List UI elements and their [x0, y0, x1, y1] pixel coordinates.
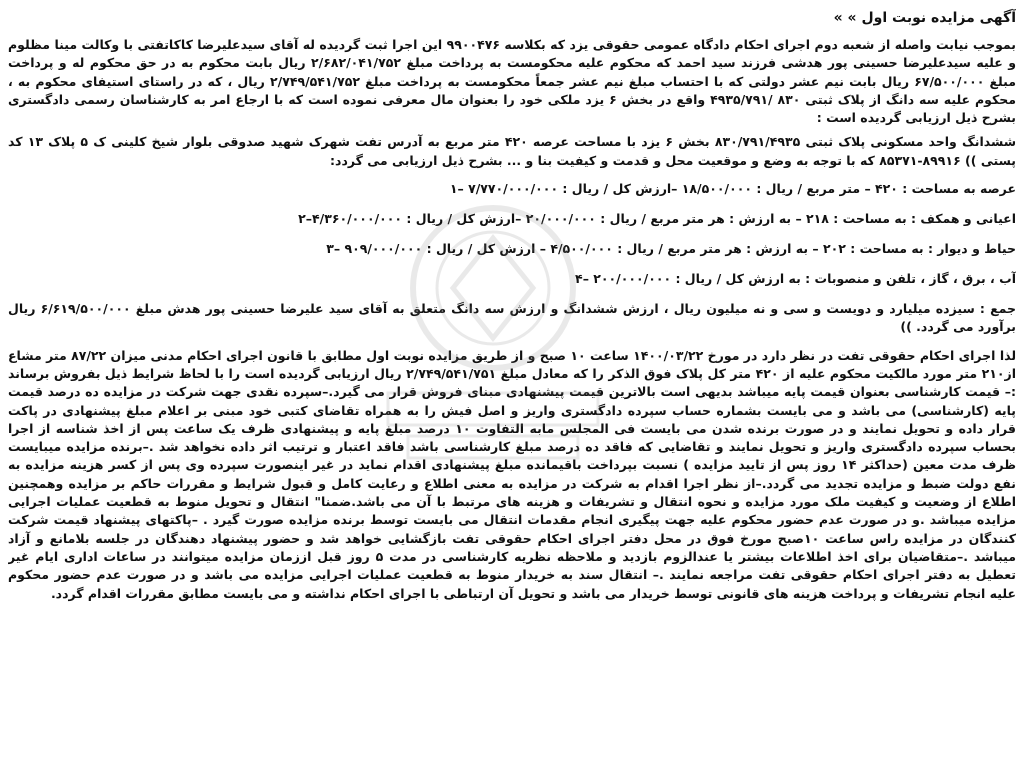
valuation-total: جمع : سیزده میلیارد و دویست و سی و نه میلیون ریال ، ارزش ششدانگ و ارزش سه دانگ متعلق به آقای سید علیرضا حسینی پور هدش مبلغ ۶/۶۱۹/۵۰۰/۰۰۰ ریال برآورد می گردد. )) [8, 301, 1016, 335]
notice-title: آگهی مزایده نوبت اول » » [833, 10, 1016, 26]
valuation-item-land: عرصه به مساحت : ۴۲۰ – متر مربع / ریال : ۱۸/۵۰۰/۰۰۰ –ارزش کل / ریال : ۷/۷۷۰/۰۰۰/۰۰۰ –۱ [449, 181, 1016, 197]
auction-conditions: لذا اجرای احکام حقوقی تفت در نظر دارد در مورخ ۱۴۰۰/۰۳/۲۲ ساعت ۱۰ صبح و از طریق مزایده نوبت اول مطابق با قانون اجرای احکام مدنی میزان ۸۷/۲۲ متر مشاع از۲۱۰ متر مورد مالکیت محکوم علیه از ۴۲۰ متر کل پلاک فوق الذکر را که معادل مبلغ ۲/۷۴۹/۵۴۱/۷۵۱ ریال ارزیابی گردیده است را با لحاظ شرایط ذیل بفروش برساند :– قیمت کارشناسی بعنوان قیمت پایه میباشد بدیهی است بالاترین قیمت پیشنهادی مبنای فروش قرار می گیرد.–سپرده نقدی جهت شرکت در مزایده ده درصد قیمت پایه (کارشناسی) می باشد و می بایست بشماره حساب سپرده دادگستری واریز و اصل فیش را به همراه تقاضای کتبی خود مبنی بر اعلام مبلغ پیشنهادی در پاکت قرار داده و تحویل نمایند و در صورت برنده شدن می بایست فی المجلس مابه التفاوت ۱۰ درصد مبلغ پایه و پیشنهادی ظرف یک ساعت پس از اخذ شناسه از اجرا بحساب سپرده دادگستری واریز و تحویل نمایند و تقاضایی که فاقد ده درصد مبلغ کارشناسی باشد فاقد اعتبار و ترتیب اثر داده نخواهد شد .–برنده مزایده میبایست ظرف مدت معین (حداکثر ۱۴ روز پس از تایید مزایده ) نسبت بپرداخت باقیمانده مبلغ پیشنهادی اقدام نماید در غیر اینصورت سپرده وی پس از کسر هزینه مزایده به نفع دولت ضبط و مزایده تجدید می گردد.–از نظر اجرا اقدام به شرکت در مزایده به معنی اطلاع و رعایت کامل و قبول شرایط و مقررات حاکم بر مزایده وهمچنین اطلاع از وضعیت و کیفیت ملک مورد مزایده و نحوه انتقال و تشریفات و هزینه های مرتبط با آن می باشد.ضمنا" انتقال و تحویل منوط به قطعیت عملیات اجرایی مزایده میباشد .و در صورت عدم حضور محکوم علیه جهت پیگیری انجام مقدمات انتقال می بایست توسط برنده مزایده صورت گیرد . –پاکتهای پیشنهاد قیمت شرکت کنندگان در مزایده راس ساعت ۱۰صبح مورخ فوق در محل دفتر اجرای احکام حقوقی تفت بازگشایی خواهد شد و حضور پیشنهاد دهندگان در جلسه بلامانع و آزاد میباشد .–متقاضیان برای اخذ اطلاعات بیشتر یا عندالزوم بازدید و ملاحظه نظریه کارشناسی در مدت ۵ روز قبل اززمان مزایده میتوانند در ساعات اداری ایام غیر تعطیل به دفتر اجرای احکام حقوقی تفت مراجعه نمایند .– انتقال سند به خریدار منوط به قطعیت عملیات اجرایی مزایده می باشد و در صورت عدم حضور محکوم علیه انجام تشریفات و پرداخت هزینه های قانونی توسط خریدار می باشد و تحویل آن ارتباطی با اجرای احکام نداشته و می بایست مطابق مقررات اقدام گردد. [8, 347, 1016, 601]
valuation-item-yard: حیاط و دیوار : به مساحت : ۲۰۲ – به ارزش : هر متر مربع / ریال : ۴/۵۰۰/۰۰۰ – ارزش کل / ریال : ۹۰۹/۰۰۰/۰۰۰ –۳ [326, 241, 1016, 257]
intro-paragraph: بموجب نیابت واصله از شعبه دوم اجرای احکام دادگاه عمومی حقوقی یزد که بکلاسه ۹۹۰۰۴۷۶ این اجرا ثبت گردیده له آقای سیدعلیرضا کاکاتفتی با وکالت مینا مظلوم و علیه سیدعلیرضا حسینی پور هدشی فرزند سید احمد که محکوم علیه محکومست به پرداخت مبلغ ۲/۶۸۲/۰۴۱/۷۵۲ ریال بابت محکوم به در حق محکوم له و پرداخت مبلغ ۶۷/۵۰۰/۰۰۰ ریال بابت نیم عشر دولتی که با احتساب مبلغ نیم عشر جمعاً محکومست به پرداخت مبلغ ۲/۷۴۹/۵۴۱/۷۵۲ ریال ، که در راستای استیفای محکوم به ، محکوم علیه سه دانگ از پلاک ثبتی ۸۳۰ /۴۹۳۵/۷۹۱ واقع در بخش ۶ یزد ملکی خود را بعنوان مال معرفی نموده است که با ارجاع امر به کارشناسان رسمی دادگستری بشرح ذیل ارزیابی گردیده است : [8, 37, 1016, 126]
valuation-item-building: اعیانی و همکف : به مساحت : ۲۱۸ – به ارزش : هر متر مربع / ریال : ۲۰/۰۰۰/۰۰۰ –ارزش کل / ریال : ۴/۳۶۰/۰۰۰/۰۰۰–۲ [298, 211, 1016, 227]
valuation-item-utilities: آب ، برق ، گاز ، تلفن و منصوبات : به ارزش کل / ریال : ۲۰۰/۰۰۰/۰۰۰ –۴ [575, 271, 1016, 287]
property-description: ششدانگ واحد مسکونی پلاک ثبتی ۸۳۰/۷۹۱/۴۹۳۵ بخش ۶ یزد با مساحت عرصه ۴۲۰ متر مربع به آدرس تفت شهرک شهید صدوقی بلوار شیخ کلینی ک ۵ پلاک ۱۳ کد پستی )) ۸۹۹۱۶-۸۵۳۷۱ که با توجه به وضع و موقعیت محل و قدمت و کیفیت بنا و ... بشرح ذیل ارزیابی می گردد: [8, 134, 1016, 168]
notice-page [8, 8, 1016, 778]
